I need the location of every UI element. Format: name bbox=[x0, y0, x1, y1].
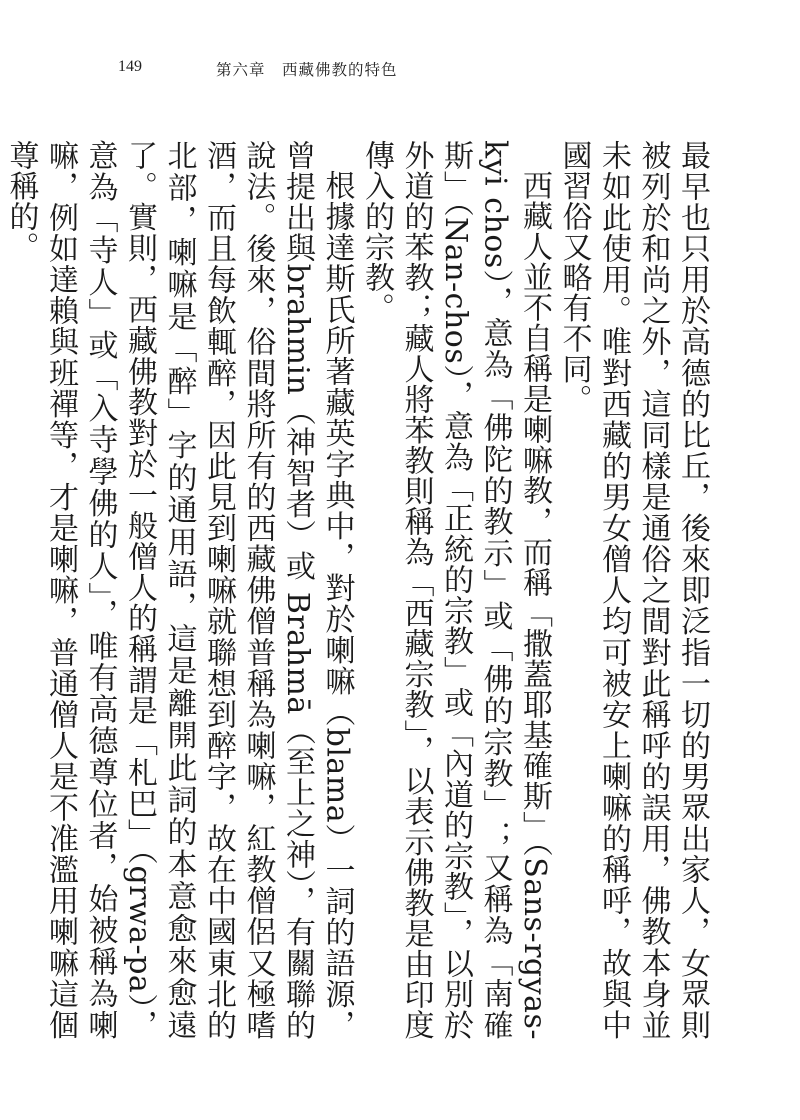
running-head: 第六章 西藏佛教的特色 bbox=[216, 61, 398, 79]
page-header bbox=[118, 58, 710, 84]
paragraph-4 bbox=[0, 140, 1, 1040]
page-number: 149 bbox=[118, 58, 142, 75]
paragraph-1: 最早也只用於高德的比丘，後來即泛指一切的男眾出家人，女眾則被列於和尚之外，這同樣是通俗之間對此稱呼的誤用，佛教本身並未如此使用。唯對西藏的男女僧人均可被安上喇嘛的稱呼，故與中國習俗又略有不同。 bbox=[556, 140, 710, 1040]
paragraph-3: 根據達斯氏所著藏英字典中，對於喇嘛（blama）一詞的語源，曾提出與brahmin（神智者）或 Brahmā（至上之神），有關聯的說法。後來，俗間將所有的西藏佛僧普稱為喇嘛，紅教僧侶又極嗜酒，而且每飲輒醉，因此見到喇嘛就聯想到醉字，故在中國東北的北部，喇嘛是「醉」字的通用語，這是離開此詞的本意愈來愈遠了。實則，西藏佛教對於一般僧人的稱謂是「札巴」（grwa-pa），意為「寺人」或「入寺學佛的人」，唯有高德尊位者，始被稱為喇嘛，例如達賴與班禪等，才是喇嘛，普通僧人是不准濫用喇嘛這個尊稱的。 bbox=[3, 140, 355, 1040]
vertical-text-body bbox=[3, 140, 712, 1040]
paragraph-2: 西藏人並不自稱是喇嘛教，而稱「撒蓋耶基確斯」（Sans-rgyas-kyi chos），意為「佛陀的教示」或「佛的宗教」；又稱為「南確斯」（Nan-chos），意為「正統的宗教」或「內道的宗教」，以別於外道的苯教；藏人將苯教則稱為「西藏宗教」，以表示佛教是由印度傳入的宗教。 bbox=[359, 140, 552, 1040]
